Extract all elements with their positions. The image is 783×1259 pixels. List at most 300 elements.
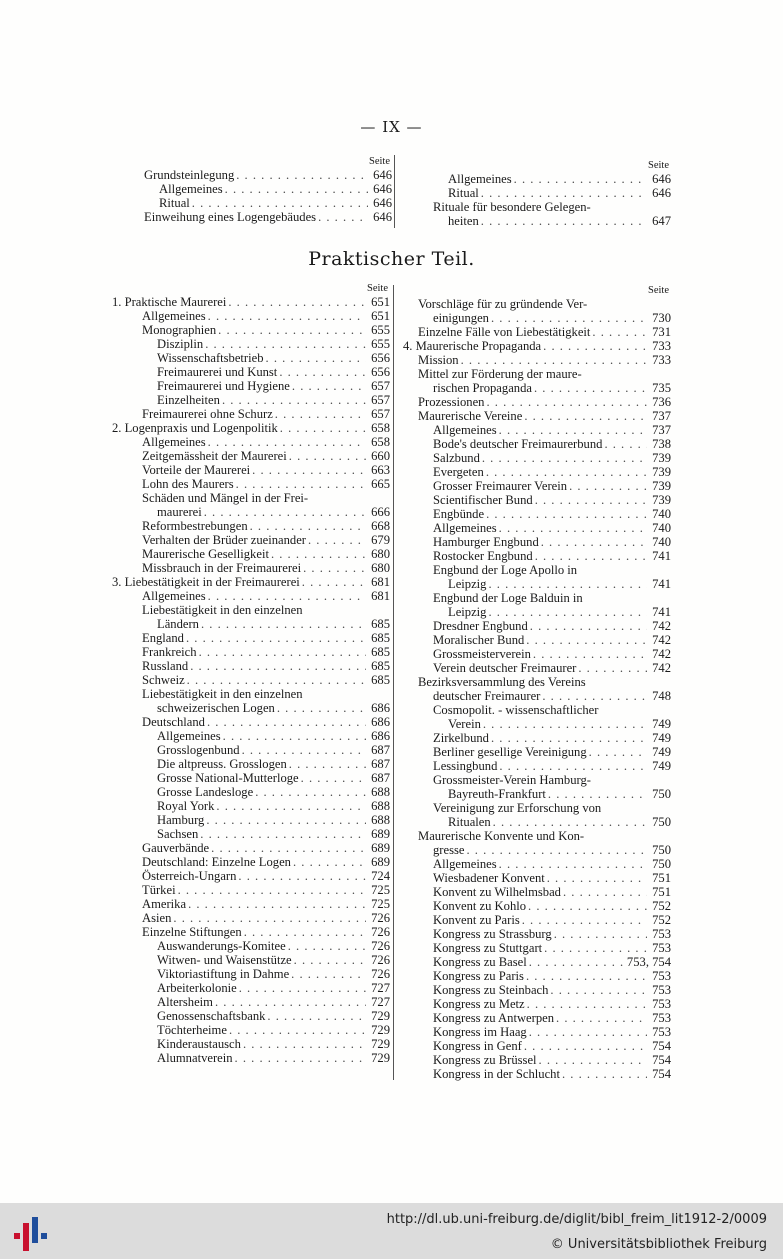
toc-entry-page: 646 [652, 186, 671, 200]
dot-leader [173, 911, 366, 925]
toc-entry [403, 717, 671, 731]
dot-leader [541, 535, 647, 549]
toc-entry-label: Scientifischer Bund [433, 493, 533, 507]
dot-leader [252, 463, 366, 477]
dot-leader [267, 1009, 366, 1023]
dot-leader [534, 381, 647, 395]
toc-entry-label: Russland [142, 659, 189, 673]
toc-entry-label: Monographien [142, 323, 217, 337]
toc-entry [112, 645, 390, 659]
dot-leader [524, 1039, 647, 1053]
dot-leader [303, 561, 366, 575]
toc-entry [112, 519, 390, 533]
toc-entry [112, 575, 390, 589]
toc-entry [403, 423, 671, 437]
toc-entry-page: 687 [371, 743, 390, 757]
toc-entry-label: Disziplin [157, 337, 204, 351]
dot-leader [482, 451, 647, 465]
toc-entry-label: Freimaurerei und Kunst [157, 365, 278, 379]
dot-leader [308, 533, 366, 547]
toc-entry-label: Bode's deutscher Freimaurerbund [433, 437, 603, 451]
dot-leader [266, 351, 366, 365]
toc-entry-page: 689 [371, 855, 390, 869]
dot-leader [280, 421, 366, 435]
toc-entry [112, 589, 390, 603]
toc-entry [112, 883, 390, 897]
toc-entry-label: Verein [448, 717, 481, 731]
toc-entry-label: 2. Logenpraxis und Logenpolitik [112, 421, 278, 435]
toc-entry-page: 646 [373, 210, 392, 224]
toc-entry-label: Allgemeines [448, 172, 512, 186]
toc-entry-label: Konvent zu Wilhelmsbad [433, 885, 561, 899]
dot-leader [488, 577, 647, 591]
dot-leader [289, 757, 366, 771]
toc-entry-label: Evergeten [433, 465, 484, 479]
toc-entry-page: 681 [371, 589, 390, 603]
toc-entry-label: Moralischer Bund [433, 633, 525, 647]
toc-entry-label: Kongress zu Stuttgart [433, 941, 543, 955]
toc-entry-label: Allgemeines [157, 729, 221, 743]
toc-entry [112, 659, 390, 673]
dot-leader [291, 967, 366, 981]
dot-leader [178, 883, 366, 897]
toc-entry-label: Liebestätigkeit in den einzelnen [142, 687, 303, 701]
toc-entry [403, 787, 671, 801]
dot-leader [318, 210, 368, 224]
toc-entry [112, 897, 390, 911]
toc-entry-label: Leipzig [448, 605, 487, 619]
toc-entry-page: 727 [371, 995, 390, 1009]
toc-entry-page: 689 [371, 841, 390, 855]
toc-entry-label: Kongress zu Brüssel [433, 1053, 537, 1067]
toc-entry-page: 742 [652, 647, 671, 661]
toc-entry-page: 750 [652, 843, 671, 857]
toc-entry [403, 941, 671, 955]
toc-entry [403, 563, 671, 577]
toc-entry-label: Dresdner Engbund [433, 619, 528, 633]
toc-entry-label: Wissenschaftsbetrieb [157, 351, 264, 365]
toc-entry [403, 913, 671, 927]
toc-entry-page: 686 [371, 715, 390, 729]
toc-entry [403, 703, 671, 717]
toc-entry-label: Viktoriastiftung in Dahme [157, 967, 290, 981]
toc-entry-page: 726 [371, 953, 390, 967]
copyright-notice: © Universitätsbibliothek Freiburg [550, 1237, 767, 1252]
toc-entry [144, 182, 392, 196]
dot-leader [550, 983, 647, 997]
toc-entry-label: Prozessionen [418, 395, 485, 409]
toc-entry [112, 855, 390, 869]
toc-entry-page: 738 [652, 437, 671, 451]
toc-entry-page: 735 [652, 381, 671, 395]
toc-entry-label: Ländern [157, 617, 199, 631]
toc-entry-page: 750 [652, 857, 671, 871]
toc-entry [403, 591, 671, 605]
toc-entry-page: 685 [371, 673, 390, 687]
toc-entry [112, 925, 390, 939]
toc-entry [112, 561, 390, 575]
toc-entry [403, 521, 671, 535]
toc-entry-label: 1. Praktische Maurerei [112, 295, 227, 309]
source-url[interactable]: http://dl.ub.uni-freiburg.de/diglit/bibl_freim_lit1912-2/0009 [386, 1212, 767, 1227]
toc-entry [112, 743, 390, 757]
dot-leader [294, 953, 366, 967]
dot-leader [491, 311, 647, 325]
dot-leader [208, 309, 366, 323]
toc-entry-label: Lohn des Maurers [142, 477, 234, 491]
dot-leader [535, 493, 647, 507]
toc-entry-label: Einzelne Stiftungen [142, 925, 242, 939]
toc-entry-label: Allgemeines [142, 435, 206, 449]
dot-leader [578, 661, 647, 675]
toc-entry [112, 547, 390, 561]
toc-entry [403, 661, 671, 675]
dot-leader [275, 407, 366, 421]
dot-leader [522, 913, 647, 927]
toc-entry-page: 752 [652, 913, 671, 927]
toc-entry-label: Vorteile der Maurerei [142, 463, 251, 477]
toc-entry-label: Liebestätigkeit in den einzelnen [142, 603, 303, 617]
toc-entry-label: Lessingbund [433, 759, 498, 773]
toc-entry-label: maurerei [157, 505, 202, 519]
toc-entry-label: Kongress zu Paris [433, 969, 524, 983]
toc-entry-page: 646 [652, 172, 671, 186]
toc-entry-label: Allgemeines [159, 182, 223, 196]
dot-leader [242, 743, 366, 757]
toc-entry [403, 353, 671, 367]
dot-leader [542, 689, 647, 703]
dot-leader [243, 1037, 366, 1051]
dot-leader [211, 841, 366, 855]
toc-entry [403, 885, 671, 899]
dot-leader [271, 547, 366, 561]
dot-leader [206, 813, 366, 827]
toc-entry-label: Arbeiterkolonie [157, 981, 237, 995]
toc-entry-page: 748 [652, 689, 671, 703]
toc-entry-label: Rituale für besondere Gelegen- [433, 200, 591, 214]
toc-entry [112, 365, 390, 379]
toc-entry-page: 731 [652, 325, 671, 339]
toc-entry-label: Asien [142, 911, 172, 925]
toc-entry-page: 657 [371, 379, 390, 393]
toc-entry-page: 688 [371, 813, 390, 827]
toc-entry [403, 535, 671, 549]
dot-leader [190, 659, 366, 673]
toc-entry-page: 725 [371, 897, 390, 911]
dot-leader [239, 981, 366, 995]
toc-entry [112, 1037, 390, 1051]
toc-entry-page: 736 [652, 395, 671, 409]
toc-entry-label: Kongress im Haag [433, 1025, 527, 1039]
dot-leader [514, 172, 647, 186]
toc-entry [112, 673, 390, 687]
toc-entry [403, 829, 671, 843]
dot-leader [236, 168, 368, 182]
toc-entry-page: 753 [652, 1011, 671, 1025]
toc-entry-label: Maurerische Geselligkeit [142, 547, 269, 561]
toc-entry [112, 477, 390, 491]
toc-entry [403, 1011, 671, 1025]
dot-leader [528, 899, 647, 913]
toc-entry-label: Grundsteinlegung [144, 168, 235, 182]
dot-leader [527, 997, 647, 1011]
toc-entry-label: Reformbestrebungen [142, 519, 248, 533]
toc-entry [112, 1023, 390, 1037]
toc-entry [403, 605, 671, 619]
dot-leader [481, 214, 647, 228]
toc-entry [112, 939, 390, 953]
toc-entry [403, 871, 671, 885]
toc-entry-label: Allgemeines [142, 309, 206, 323]
toc-entry-page: 737 [652, 423, 671, 437]
toc-entry [112, 841, 390, 855]
toc-entry [403, 983, 671, 997]
dot-leader [188, 897, 366, 911]
toc-entry-page: 685 [371, 645, 390, 659]
toc-entry-page: 740 [652, 507, 671, 521]
toc-entry [403, 479, 671, 493]
toc-entry-label: Kongress in Genf [433, 1039, 522, 1053]
toc-entry-page: 750 [652, 787, 671, 801]
toc-entry [112, 701, 390, 715]
toc-entry-page: 687 [371, 757, 390, 771]
toc-entry-page: 646 [373, 168, 392, 182]
toc-entry-label: gresse [433, 843, 465, 857]
toc-entry [403, 297, 671, 311]
toc-entry-label: Allgemeines [142, 589, 206, 603]
page-number-header: — IX — [360, 118, 423, 136]
toc-entry [112, 911, 390, 925]
toc-entry-label: Zeitgemässheit der Maurerei [142, 449, 287, 463]
toc-entry [403, 955, 671, 969]
toc-entry-page: 727 [371, 981, 390, 995]
toc-entry [112, 687, 390, 701]
toc-entry-label: Rostocker Engbund [433, 549, 533, 563]
toc-entry-page: 751 [652, 871, 671, 885]
toc-entry-page: 663 [371, 463, 390, 477]
toc-entry-label: Mittel zur Förderung der maure- [418, 367, 582, 381]
toc-entry-label: Wiesbadener Konvent [433, 871, 545, 885]
dot-leader [236, 477, 366, 491]
toc-entry-label: Auswanderungs-Komitee [157, 939, 286, 953]
toc-entry [112, 309, 390, 323]
toc-entry [433, 186, 671, 200]
dot-leader [499, 857, 647, 871]
toc-entry-label: Die altpreuss. Grosslogen [157, 757, 287, 771]
dot-leader [499, 759, 647, 773]
toc-entry-label: Bayreuth-Frankfurt [448, 787, 546, 801]
dot-leader [544, 941, 647, 955]
toc-entry [403, 451, 671, 465]
toc-entry-page: 733 [652, 353, 671, 367]
dot-leader [288, 939, 366, 953]
toc-entry [403, 367, 671, 381]
toc-entry [403, 381, 671, 395]
toc-entry-page: 751 [652, 885, 671, 899]
toc-entry [403, 927, 671, 941]
dot-leader [207, 715, 366, 729]
dot-leader [543, 339, 647, 353]
dot-leader [200, 827, 366, 841]
toc-entry [403, 633, 671, 647]
toc-entry-page: 665 [371, 477, 390, 491]
toc-entry-page: 754 [652, 1053, 671, 1067]
toc-entry-page: 726 [371, 911, 390, 925]
dot-leader [279, 365, 366, 379]
toc-entry [433, 200, 671, 214]
toc-entry-page: 753 [652, 1025, 671, 1039]
toc-entry-page: 741 [652, 605, 671, 619]
toc-entry-page: 741 [652, 549, 671, 563]
toc-entry [112, 351, 390, 365]
toc-entry [403, 1053, 671, 1067]
toc-entry-label: Engbünde [433, 507, 485, 521]
toc-entry-page: 726 [371, 967, 390, 981]
toc-entry-page: 687 [371, 771, 390, 785]
toc-entry-page: 685 [371, 659, 390, 673]
dot-leader [535, 549, 647, 563]
dot-leader [216, 799, 366, 813]
toc-entry [403, 409, 671, 423]
toc-entry-label: Bezirksversammlung des Vereins [418, 675, 586, 689]
toc-entry-page: 725 [371, 883, 390, 897]
section-title: Praktischer Teil. [308, 248, 475, 270]
toc-entry-page: 729 [371, 1051, 390, 1065]
dot-leader [539, 1053, 647, 1067]
toc-entry-page: 656 [371, 365, 390, 379]
toc-entry [112, 505, 390, 519]
toc-entry-page: 729 [371, 1037, 390, 1051]
toc-entry-label: Berliner gesellige Vereinigung [433, 745, 587, 759]
toc-entry-page: 749 [652, 745, 671, 759]
toc-entry-label: Vorschläge für zu gründende Ver- [418, 297, 588, 311]
toc-entry [112, 393, 390, 407]
toc-entry-label: Grosse National-Mutterloge [157, 771, 299, 785]
toc-entry-label: rischen Propaganda [433, 381, 532, 395]
toc-entry [112, 1009, 390, 1023]
toc-entry-label: Mission [418, 353, 459, 367]
toc-entry-label: Engbund der Loge Apollo in [433, 563, 578, 577]
toc-entry-page: 655 [371, 337, 390, 351]
dot-leader [589, 745, 647, 759]
toc-entry [403, 997, 671, 1011]
toc-entry [403, 493, 671, 507]
dot-leader [229, 1023, 366, 1037]
toc-entry-label: Kongress zu Basel [433, 955, 527, 969]
dot-leader [277, 701, 366, 715]
viewer-footer [0, 1203, 783, 1259]
toc-entry [112, 785, 390, 799]
toc-entry-label: 3. Liebestätigkeit in der Freimaurerei [112, 575, 300, 589]
toc-entry [112, 1051, 390, 1065]
toc-entry-page: 739 [652, 465, 671, 479]
toc-entry [112, 421, 390, 435]
toc-entry [112, 771, 390, 785]
dot-leader [466, 843, 647, 857]
toc-entry-page: 647 [652, 214, 671, 228]
toc-entry [144, 168, 392, 182]
toc-entry-label: Kongress zu Metz [433, 997, 525, 1011]
toc-entry [112, 631, 390, 645]
dot-leader [569, 479, 647, 493]
seite-label: Seite [369, 156, 390, 167]
dot-leader [301, 771, 366, 785]
dot-leader [526, 969, 647, 983]
toc-entry [403, 773, 671, 787]
toc-entry-label: Frankreich [142, 645, 197, 659]
toc-entry [403, 1025, 671, 1039]
toc-entry-page: 740 [652, 535, 671, 549]
dot-leader [548, 787, 647, 801]
toc-entry-page: 741 [652, 577, 671, 591]
toc-entry-label: Einweihung eines Logengebäudes [144, 210, 317, 224]
toc-entry-label: Österreich-Ungarn [142, 869, 237, 883]
dot-leader [238, 869, 366, 883]
dot-leader [208, 435, 366, 449]
toc-entry [403, 437, 671, 451]
toc-entry-page: 753 [652, 983, 671, 997]
toc-entry-page: 656 [371, 351, 390, 365]
dot-leader [293, 855, 366, 869]
toc-column-left [112, 282, 390, 1065]
toc-entry-page: 753 [652, 941, 671, 955]
column-divider [394, 155, 395, 228]
toc-entry [112, 407, 390, 421]
dot-leader [255, 785, 366, 799]
toc-entry [112, 463, 390, 477]
toc-entry [112, 435, 390, 449]
toc-entry-page: 729 [371, 1023, 390, 1037]
dot-leader [223, 729, 366, 743]
toc-entry-page: 753, 754 [626, 955, 671, 969]
toc-entry-page: 660 [371, 449, 390, 463]
toc-entry-label: Schäden und Mängel in der Frei- [142, 491, 309, 505]
toc-entry-page: 749 [652, 731, 671, 745]
toc-entry-label: Amerika [142, 897, 187, 911]
dot-leader [499, 521, 647, 535]
toc-entry-page: 739 [652, 479, 671, 493]
toc-entry [403, 759, 671, 773]
dot-leader [486, 465, 647, 479]
toc-entry-label: Allgemeines [433, 423, 497, 437]
dot-leader [228, 295, 366, 309]
toc-entry-page: 742 [652, 633, 671, 647]
toc-entry [112, 449, 390, 463]
toc-entry-page: 685 [371, 631, 390, 645]
dot-leader [491, 731, 647, 745]
toc-entry-label: Kongress zu Steinbach [433, 983, 549, 997]
toc-entry [403, 549, 671, 563]
toc-entry-page: 754 [652, 1067, 671, 1081]
toc-entry [112, 967, 390, 981]
toc-entry [112, 729, 390, 743]
toc-entry-label: Ritual [159, 196, 190, 210]
toc-entry-label: Grosse Landesloge [157, 785, 254, 799]
toc-entry-page: 686 [371, 729, 390, 743]
toc-entry-label: Cosmopolit. - wissenschaftlicher [433, 703, 599, 717]
dot-leader [592, 325, 647, 339]
toc-column-right [403, 284, 671, 1081]
toc-entry-page: 688 [371, 799, 390, 813]
ub-freiburg-logo-icon [14, 1213, 48, 1253]
dot-leader [556, 1011, 647, 1025]
toc-entry [403, 577, 671, 591]
toc-entry-page: 749 [652, 759, 671, 773]
toc-entry-label: Konvent zu Kohlo [433, 899, 527, 913]
toc-entry [112, 799, 390, 813]
dot-leader [215, 995, 366, 1009]
toc-entry-label: Grossmeisterverein [433, 647, 531, 661]
